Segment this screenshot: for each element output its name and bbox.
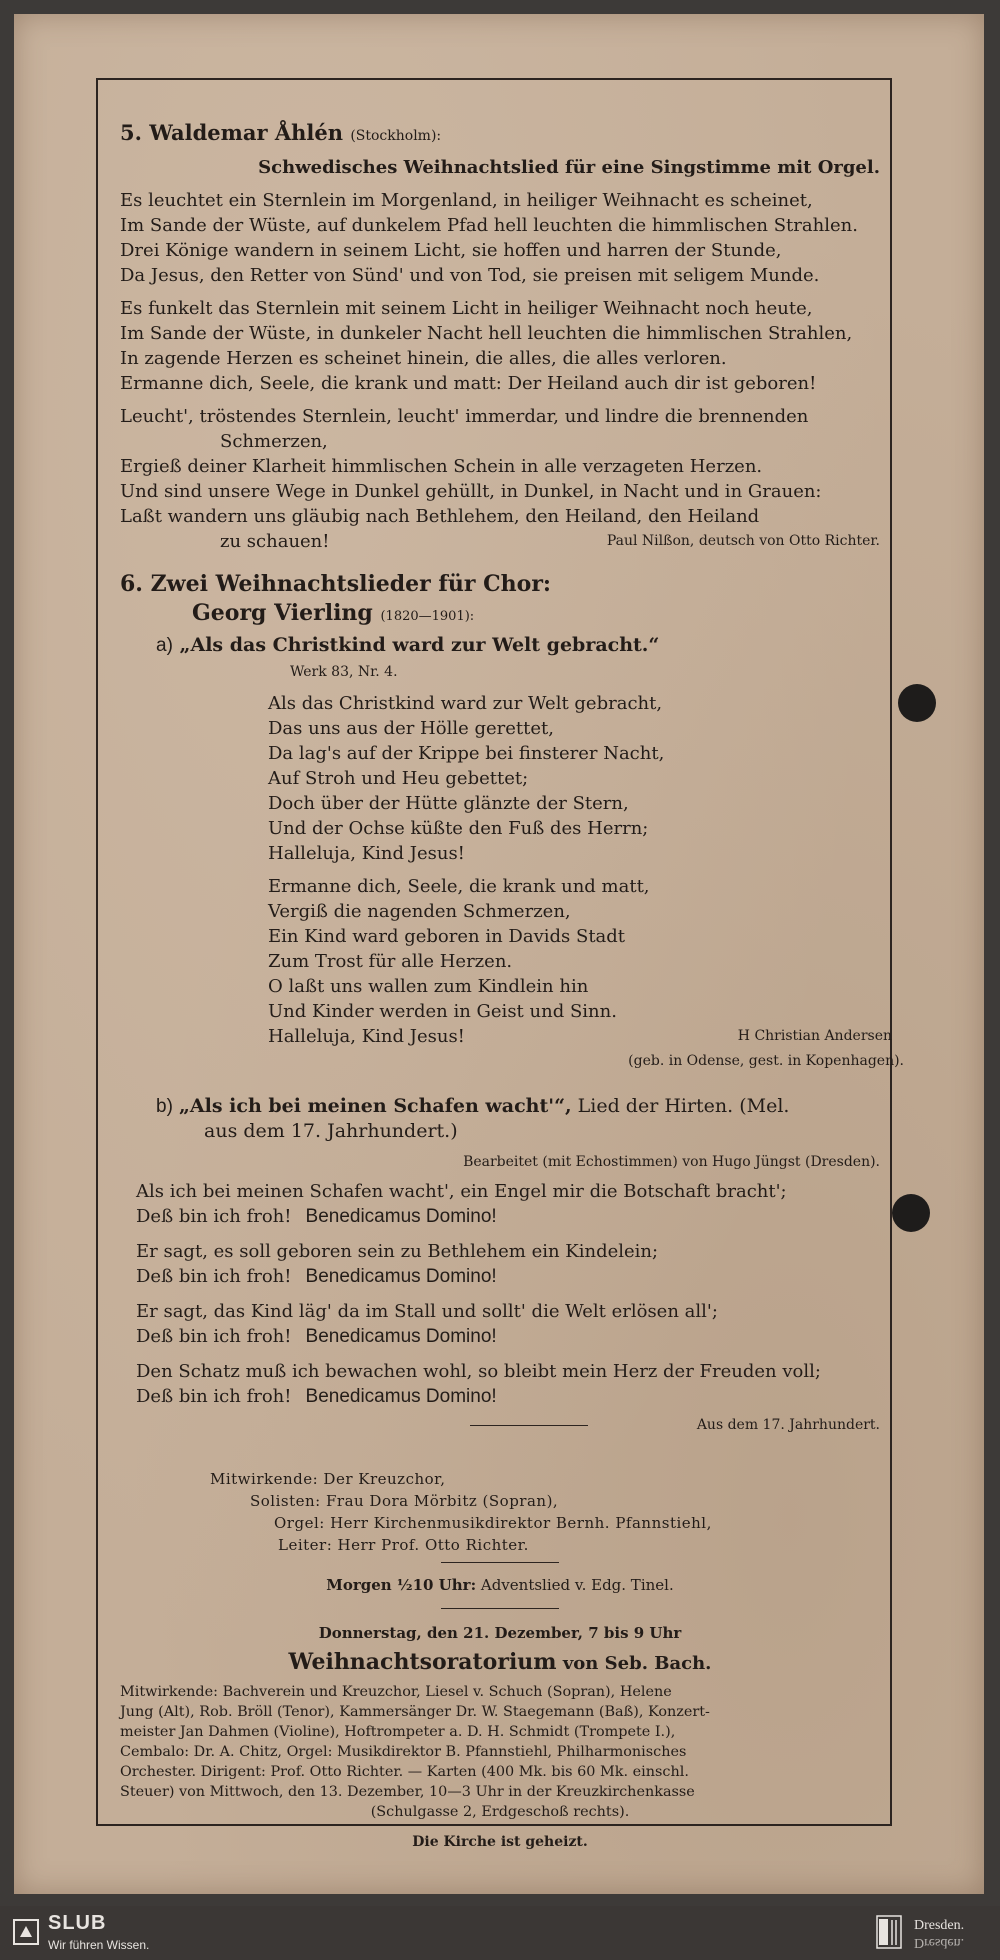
verse-line: Vergiß die nagenden Schmerzen, bbox=[268, 901, 571, 922]
verse-line: Deß bin ich froh! Benedicamus Domino! bbox=[136, 1386, 497, 1407]
details-line: Jung (Alt), Rob. Bröll (Tenor), Kammersänger Dr. W. Staegemann (Baß), Konzert- bbox=[120, 1704, 710, 1720]
viewer-footer bbox=[0, 1906, 1000, 1960]
details-line: Mitwirkende: Bachverein und Kreuzchor, Liesel v. Schuch (Sopran), Helene bbox=[120, 1684, 672, 1700]
participants-line: Solisten: Frau Dora Mörbitz (Sopran), bbox=[250, 1492, 559, 1510]
dresden-wordmark[interactable]: Dresden. Dresden. bbox=[914, 1918, 965, 1950]
details-line: (Schulgasse 2, Erdgeschoß rechts). bbox=[370, 1804, 630, 1820]
morning-announcement: Morgen ½10 Uhr: Adventslied v. Edg. Tinel. bbox=[326, 1576, 674, 1594]
punch-hole bbox=[898, 684, 936, 722]
verse-line: Laßt wandern uns gläubig nach Bethlehem, den Heiland, den Heiland bbox=[120, 506, 760, 527]
divider bbox=[441, 1608, 559, 1609]
divider bbox=[441, 1562, 559, 1563]
stanza bbox=[268, 691, 880, 866]
verse-line-with-credit: zu schauen! Paul Nilßon, deutsch von Otto Richter. bbox=[220, 531, 880, 552]
event-title: Weihnachtsoratorium von Seb. Bach. bbox=[288, 1649, 712, 1675]
stanza bbox=[120, 404, 880, 554]
event-date: Donnerstag, den 21. Dezember, 7 bis 9 Uhr bbox=[318, 1624, 682, 1642]
verse-line: Ergieß deiner Klarheit himmlischen Schein in alle verzageten Herzen. bbox=[120, 456, 763, 477]
stanza bbox=[136, 1179, 880, 1229]
composer-heading: Georg Vierling (1820—1901): bbox=[192, 600, 475, 626]
verse-line: Da lag's auf der Krippe bei finsterer Nacht, bbox=[268, 743, 665, 764]
verse-line: In zagende Herzen es scheinet hinein, die alles, die alles verloren. bbox=[120, 348, 727, 369]
stanza bbox=[120, 188, 880, 288]
dresden-crest-icon[interactable] bbox=[876, 1914, 902, 1952]
verse-line: Drei Könige wandern in seinem Licht, sie hoffen und harren der Stunde, bbox=[120, 240, 782, 261]
event-details bbox=[120, 1682, 880, 1822]
verse-line: Und Kinder werden in Geist und Sinn. bbox=[268, 1001, 617, 1022]
verse-line: Ein Kind ward geboren in Davids Stadt bbox=[268, 926, 626, 947]
verse-line: Leucht', tröstendes Sternlein, leucht' immerdar, und lindre die brennenden bbox=[120, 406, 809, 427]
heating-notice: Die Kirche ist geheizt. bbox=[412, 1834, 588, 1850]
verse-line: Deß bin ich froh! Benedicamus Domino! bbox=[136, 1326, 497, 1347]
details-line: Orchester. Dirigent: Prof. Otto Richter. — Karten (400 Mk. bis 60 Mk. einschl. bbox=[120, 1764, 689, 1780]
song-b-footer bbox=[120, 1413, 880, 1438]
verse-line: Zum Trost für alle Herzen. bbox=[268, 951, 513, 972]
participants-list bbox=[210, 1468, 880, 1556]
slub-name[interactable]: SLUB bbox=[48, 1912, 107, 1934]
author-credit: H Christian Andersen bbox=[737, 1028, 892, 1044]
verse-line: Im Sande der Wüste, in dunkeler Nacht hell leuchten die himmlischen Strahlen, bbox=[120, 323, 853, 344]
verse-line: Ermanne dich, Seele, die krank und matt, bbox=[268, 876, 650, 897]
stanza bbox=[268, 874, 904, 1074]
slub-tagline: Wir führen Wissen. bbox=[48, 1938, 150, 1952]
participants-line: Mitwirkende: Der Kreuzchor, bbox=[210, 1470, 446, 1488]
stanza bbox=[136, 1239, 880, 1289]
song-b-title: b) „Als ich bei meinen Schafen wacht'“, Lied der Hirten. (Mel. aus dem 17. Jahrhundert.) bbox=[156, 1095, 790, 1142]
verse-line: Deß bin ich froh! Benedicamus Domino! bbox=[136, 1206, 497, 1227]
verse-line: O laßt uns wallen zum Kindlein hin bbox=[268, 976, 589, 997]
verse-line: Und der Ochse küßte den Fuß des Herrn; bbox=[268, 818, 649, 839]
verse-line: Schmerzen, bbox=[220, 431, 328, 452]
verse-line: Er sagt, es soll geboren sein zu Bethlehem ein Kindelein; bbox=[136, 1241, 659, 1262]
verse-line: Da Jesus, den Retter von Sünd' und von Tod, sie preisen mit seligem Munde. bbox=[120, 265, 820, 286]
song-a-title: a) „Als das Christkind ward zur Welt gebracht.“ bbox=[156, 634, 660, 656]
opus-number: Werk 83, Nr. 4. bbox=[290, 664, 398, 680]
verse-line: Doch über der Hütte glänzte der Stern, bbox=[268, 793, 629, 814]
verse-line: Er sagt, das Kind läg' da im Stall und sollt' die Welt erlösen all'; bbox=[136, 1301, 718, 1322]
section5-heading: 5. Waldemar Åhlén (Stockholm): bbox=[120, 120, 442, 145]
song-b-lyrics bbox=[136, 1179, 880, 1409]
verse-line: Halleluja, Kind Jesus! bbox=[268, 843, 465, 864]
section6-heading: 6. Zwei Weihnachtslieder für Chor: bbox=[120, 571, 552, 597]
verse-line: Auf Stroh und Heu gebettet; bbox=[268, 768, 529, 789]
participants-line: Leiter: Herr Prof. Otto Richter. bbox=[278, 1536, 529, 1554]
verse-line: Den Schatz muß ich bewachen wohl, so bleibt mein Herz der Freuden voll; bbox=[136, 1361, 821, 1382]
stanza bbox=[136, 1359, 880, 1409]
century-credit: Aus dem 17. Jahrhundert. bbox=[696, 1417, 880, 1433]
verse-line: Im Sande der Wüste, auf dunkelem Pfad hell leuchten die himmlischen Strahlen. bbox=[120, 215, 858, 236]
verse-line: Deß bin ich froh! Benedicamus Domino! bbox=[136, 1266, 497, 1287]
verse-line: Als das Christkind ward zur Welt gebracht, bbox=[268, 693, 663, 714]
verse-line: Als ich bei meinen Schafen wacht', ein Engel mir die Botschaft bracht'; bbox=[136, 1181, 787, 1202]
participants-line: Orgel: Herr Kirchenmusikdirektor Bernh. Pfannstiehl, bbox=[274, 1514, 712, 1532]
details-line: Cembalo: Dr. A. Chitz, Orgel: Musikdirektor B. Pfannstiehl, Philharmonisches bbox=[120, 1744, 687, 1760]
verse-line: Und sind unsere Wege in Dunkel gehüllt, in Dunkel, in Nacht und in Grauen: bbox=[120, 481, 822, 502]
details-line: Steuer) von Mittwoch, den 13. Dezember, 10—3 Uhr in der Kreuzkirchenkasse bbox=[120, 1784, 695, 1800]
translator-credit: Paul Nilßon, deutsch von Otto Richter. bbox=[606, 533, 880, 549]
verse-line-with-credit: Halleluja, Kind Jesus! H Christian Andersen bbox=[268, 1024, 904, 1049]
author-credit-note: (geb. in Odense, gest. in Kopenhagen). bbox=[628, 1053, 904, 1069]
program-content bbox=[120, 120, 904, 1855]
verse-line: Es leuchtet ein Sternlein im Morgenland, in heiliger Weihnacht es scheinet, bbox=[120, 190, 813, 211]
divider bbox=[470, 1425, 588, 1426]
arrangement-credit: Bearbeitet (mit Echostimmen) von Hugo Jüngst (Dresden). bbox=[463, 1154, 880, 1170]
slub-logo-icon[interactable] bbox=[12, 1918, 40, 1946]
stanza bbox=[136, 1299, 880, 1349]
punch-hole bbox=[892, 1194, 930, 1232]
details-line: meister Jan Dahmen (Violine), Hoftrompeter a. D. H. Schmidt (Trompete I.), bbox=[120, 1724, 676, 1740]
verse-line: Es funkelt das Sternlein mit seinem Licht in heiliger Weihnacht noch heute, bbox=[120, 298, 813, 319]
verse-line: Ermanne dich, Seele, die krank und matt: Der Heiland auch dir ist geboren! bbox=[120, 373, 817, 394]
stanza bbox=[120, 296, 880, 396]
song-a-lyrics bbox=[268, 691, 904, 1074]
section5-subtitle: Schwedisches Weihnachtslied für eine Singstimme mit Orgel. bbox=[258, 157, 880, 178]
verse-line: Das uns aus der Hölle gerettet, bbox=[268, 718, 554, 739]
